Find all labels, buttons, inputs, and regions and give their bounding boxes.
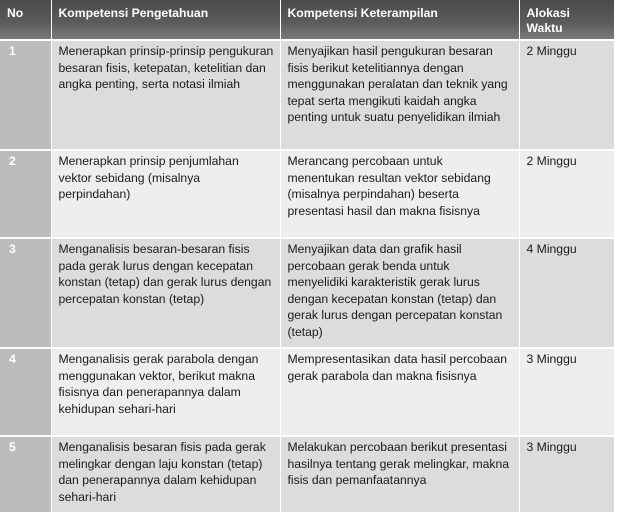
header-no: No	[0, 0, 51, 40]
table-row	[0, 150, 614, 238]
cell-alokasi-waktu: 4 Minggu	[519, 238, 614, 348]
cell-kompetensi-keterampilan: Menyajikan data dan grafik hasil percobaan gerak benda untuk menyelidiki karakteristik gerak lurus dengan kecepatan konstan (tetap) dan gerak lurus dengan percepatan konstan (tetap)	[280, 238, 519, 348]
cell-alokasi-waktu: 2 Minggu	[519, 150, 614, 238]
cell-kompetensi-pengetahuan: Menganalisis gerak parabola dengan menggunakan vektor, berikut makna fisisnya dan penerapannya dalam kehidupan sehari-hari	[51, 348, 280, 436]
table-row	[0, 348, 614, 436]
header-kompetensi-pengetahuan: Kompetensi Pengetahuan	[51, 0, 280, 40]
cell-kompetensi-pengetahuan: Menganalisis besaran-besaran fisis pada gerak lurus dengan kecepatan konstan (tetap) dan gerak lurus dengan percepatan konstan (tetap)	[51, 238, 280, 348]
cell-kompetensi-pengetahuan: Menganalisis besaran fisis pada gerak melingkar dengan laju konstan (tetap) dan penerapannya dalam kehidupan sehari-hari	[51, 436, 280, 512]
header-alokasi-waktu: Alokasi Waktu	[519, 0, 614, 40]
row-number: 5	[0, 436, 51, 512]
table-row	[0, 238, 614, 348]
row-number: 4	[0, 348, 51, 436]
cell-alokasi-waktu: 2 Minggu	[519, 40, 614, 150]
cell-kompetensi-pengetahuan: Menerapkan prinsip-prinsip pengukuran besaran fisis, ketepatan, ketelitian dan angka penting, serta notasi ilmiah	[51, 40, 280, 150]
table-header	[0, 0, 614, 40]
cell-kompetensi-pengetahuan: Menerapkan prinsip penjumlahan vektor sebidang (misalnya perpindahan)	[51, 150, 280, 238]
table-row	[0, 436, 614, 512]
cell-kompetensi-keterampilan: Melakukan percobaan berikut presentasi hasilnya tentang gerak melingkar, makna fisis dan pemanfaatannya	[280, 436, 519, 512]
row-number: 1	[0, 40, 51, 150]
cell-kompetensi-keterampilan: Mempresentasikan data hasil percobaan gerak parabola dan makna fisisnya	[280, 348, 519, 436]
cell-alokasi-waktu: 3 Minggu	[519, 348, 614, 436]
cell-kompetensi-keterampilan: Menyajikan hasil pengukuran besaran fisis berikut ketelitiannya dengan menggunakan peralatan dan teknik yang tepat serta mengikuti kaidah angka penting untuk suatu penyelidikan ilmiah	[280, 40, 519, 150]
cell-kompetensi-keterampilan: Merancang percobaan untuk menentukan resultan vektor sebidang (misalnya perpindahan) beserta presentasi hasil dan makna fisisnya	[280, 150, 519, 238]
row-number: 2	[0, 150, 51, 238]
header-kompetensi-keterampilan: Kompetensi Keterampilan	[280, 0, 519, 40]
cell-alokasi-waktu: 3 Minggu	[519, 436, 614, 512]
table-body	[0, 40, 614, 512]
header-row	[0, 0, 614, 40]
table-row	[0, 40, 614, 150]
row-number: 3	[0, 238, 51, 348]
